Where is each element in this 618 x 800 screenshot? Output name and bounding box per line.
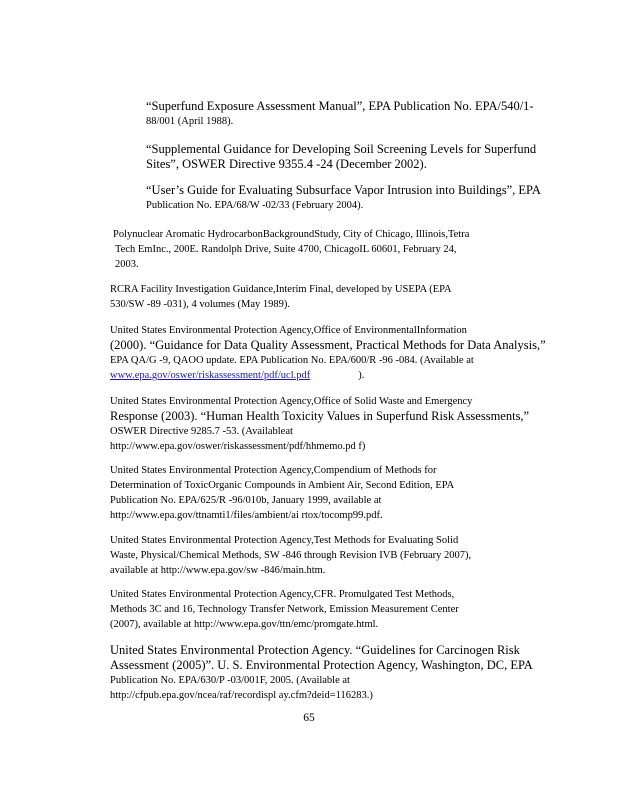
reference-line: EPA QA/G -9, QAOO update. EPA Publication No. EPA/600/R -96 -084. (Available at bbox=[110, 355, 474, 366]
reference-line: 530/SW -89 -031), 4 volumes (May 1989). bbox=[110, 299, 291, 310]
reference-line: 2003. bbox=[115, 259, 139, 270]
reference-line: OSWER Directive 9285.7 -53. (Availableat bbox=[110, 426, 293, 437]
reference-line: Methods 3C and 16, Technology Transfer Network, Emission Measurement Center bbox=[110, 604, 459, 615]
reference-soil-screening bbox=[146, 142, 537, 172]
url-suffix: ). bbox=[358, 370, 365, 381]
reference-line: Polynuclear Aromatic HydrocarbonBackgroundStudy, City of Chicago, Illinois,Tetra bbox=[113, 229, 470, 240]
reference-line: (2007), available at http://www.epa.gov/ttn/emc/promgate.html. bbox=[110, 619, 379, 630]
data-quality-url-link[interactable]: www.epa.gov/oswer/riskassessment/pdf/ucl.pdf bbox=[110, 370, 311, 381]
reference-rcra-rfi bbox=[110, 282, 510, 312]
reference-superfund-exposure bbox=[146, 99, 534, 129]
reference-cfr-methods bbox=[110, 587, 510, 632]
reference-line: Publication No. EPA/630/P -03/001F, 2005. (Available at bbox=[110, 675, 350, 686]
reference-line: “Supplemental Guidance for Developing Soil Screening Levels for Superfund bbox=[146, 142, 537, 156]
reference-line: 88/001 (April 1988). bbox=[146, 116, 234, 127]
reference-line: Publication No. EPA/625/R -96/010b, January 1999, available at bbox=[110, 495, 382, 506]
reference-line: United States Environmental Protection Agency. “Guidelines for Carcinogen Risk bbox=[110, 643, 520, 657]
reference-vapor-intrusion bbox=[146, 183, 541, 213]
reference-line: http://cfpub.epa.gov/ncea/raf/recordispl ay.cfm?deid=116283.) bbox=[110, 690, 373, 701]
reference-line: United States Environmental Protection Agency,Test Methods for Evaluating Solid bbox=[110, 535, 459, 546]
reference-line: Waste, Physical/Chemical Methods, SW -846 through Revision IVB (February 2007), bbox=[110, 550, 472, 561]
reference-line: United States Environmental Protection Agency,Office of Solid Waste and Emergency bbox=[110, 396, 473, 407]
reference-line: RCRA Facility Investigation Guidance,Interim Final, developed by USEPA (EPA bbox=[110, 284, 452, 295]
reference-line: http://www.epa.gov/oswer/riskassessment/pdf/hhmemo.pd f) bbox=[110, 441, 366, 452]
page-number: 65 bbox=[303, 712, 315, 724]
reference-sw846 bbox=[110, 533, 510, 578]
reference-human-health bbox=[110, 394, 530, 454]
reference-line: (2000). “Guidance for Data Quality Assessment, Practical Methods for Data Analysis,” bbox=[110, 338, 546, 352]
reference-pah-study bbox=[113, 227, 508, 272]
reference-line: United States Environmental Protection Agency,Compendium of Methods for bbox=[110, 465, 437, 476]
reference-data-quality bbox=[110, 323, 546, 383]
reference-line: Assessment (2005)”. U. S. Environmental Protection Agency, Washington, DC, EPA bbox=[110, 658, 533, 672]
reference-line: Publication No. EPA/68/W -02/33 (February 2004). bbox=[146, 200, 364, 211]
reference-line: “Superfund Exposure Assessment Manual”, EPA Publication No. EPA/540/1- bbox=[146, 99, 534, 113]
reference-line: United States Environmental Protection Agency,CFR. Promulgated Test Methods, bbox=[110, 589, 455, 600]
reference-carcinogen bbox=[110, 643, 533, 703]
reference-line: United States Environmental Protection Agency,Office of EnvironmentalInformation bbox=[110, 325, 467, 336]
reference-line: Tech EmInc., 200E. Randolph Drive, Suite 4700, ChicagoIL 60601, February 24, bbox=[115, 244, 457, 255]
reference-line: available at http://www.epa.gov/sw -846/main.htm. bbox=[110, 565, 326, 576]
reference-line: “User’s Guide for Evaluating Subsurface Vapor Intrusion into Buildings”, EPA bbox=[146, 183, 541, 197]
reference-url-line bbox=[110, 368, 530, 383]
reference-line: Sites”, OSWER Directive 9355.4 -24 (December 2002). bbox=[146, 157, 427, 171]
reference-line: Response (2003). “Human Health Toxicity Values in Superfund Risk Assessments,” bbox=[110, 409, 530, 423]
reference-line: http://www.epa.gov/ttnamti1/files/ambient/ai rtox/tocomp99.pdf. bbox=[110, 510, 383, 521]
reference-toxic-organic bbox=[110, 463, 510, 523]
reference-line: Determination of ToxicOrganic Compounds in Ambient Air, Second Edition, EPA bbox=[110, 480, 455, 491]
